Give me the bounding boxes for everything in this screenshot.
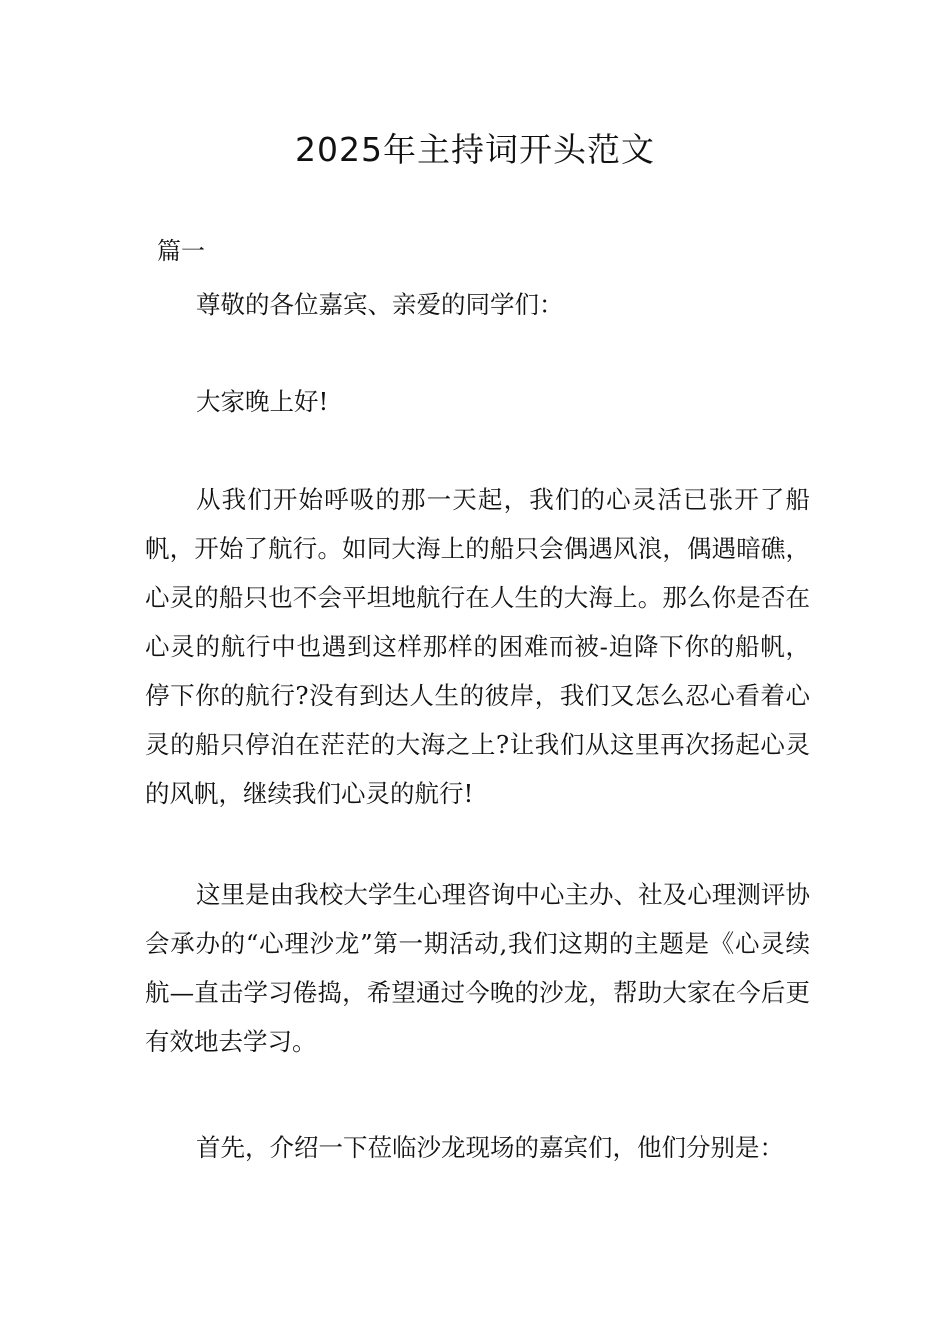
paragraph-guests-intro: 首先，介绍一下莅临沙龙现场的嘉宾们，他们分别是： [196,1133,784,1162]
paragraph-greeting: 尊敬的各位嘉宾、亲爱的同学们： [196,290,564,319]
document-title: 2025年主持词开头范文 [295,130,655,169]
paragraph-event-intro: 这里是由我校大学生心理咨询中心主办、社及心理测评协会承办的“心理沙龙”第一期活动,我们这期的主题是《心灵续航—直击学习倦捣，希望通过今晚的沙龙，帮助大家在今后更有效地去学习。 [145,880,810,1056]
paragraph-good-evening: 大家晚上好! [196,387,329,416]
paragraph-voyage: 从我们开始呼吸的那一天起，我们的心灵活已张开了船帆，开始了航行。如同大海上的船只会偶遇风浪，偶遇暗礁，心灵的船只也不会平坦地航行在人生的大海上。那么你是否在心灵的航行中也遇到这样那样的困难而被-迫降下你的船帆，停下你的航行?没有到达人生的彼岸，我们又怎么忍心看着心灵的船只停泊在茫茫的大海之上?让我们从这里再次扬起心灵的风帆，继续我们心灵的航行! [145,485,810,808]
section-label: 篇一 [157,237,205,265]
